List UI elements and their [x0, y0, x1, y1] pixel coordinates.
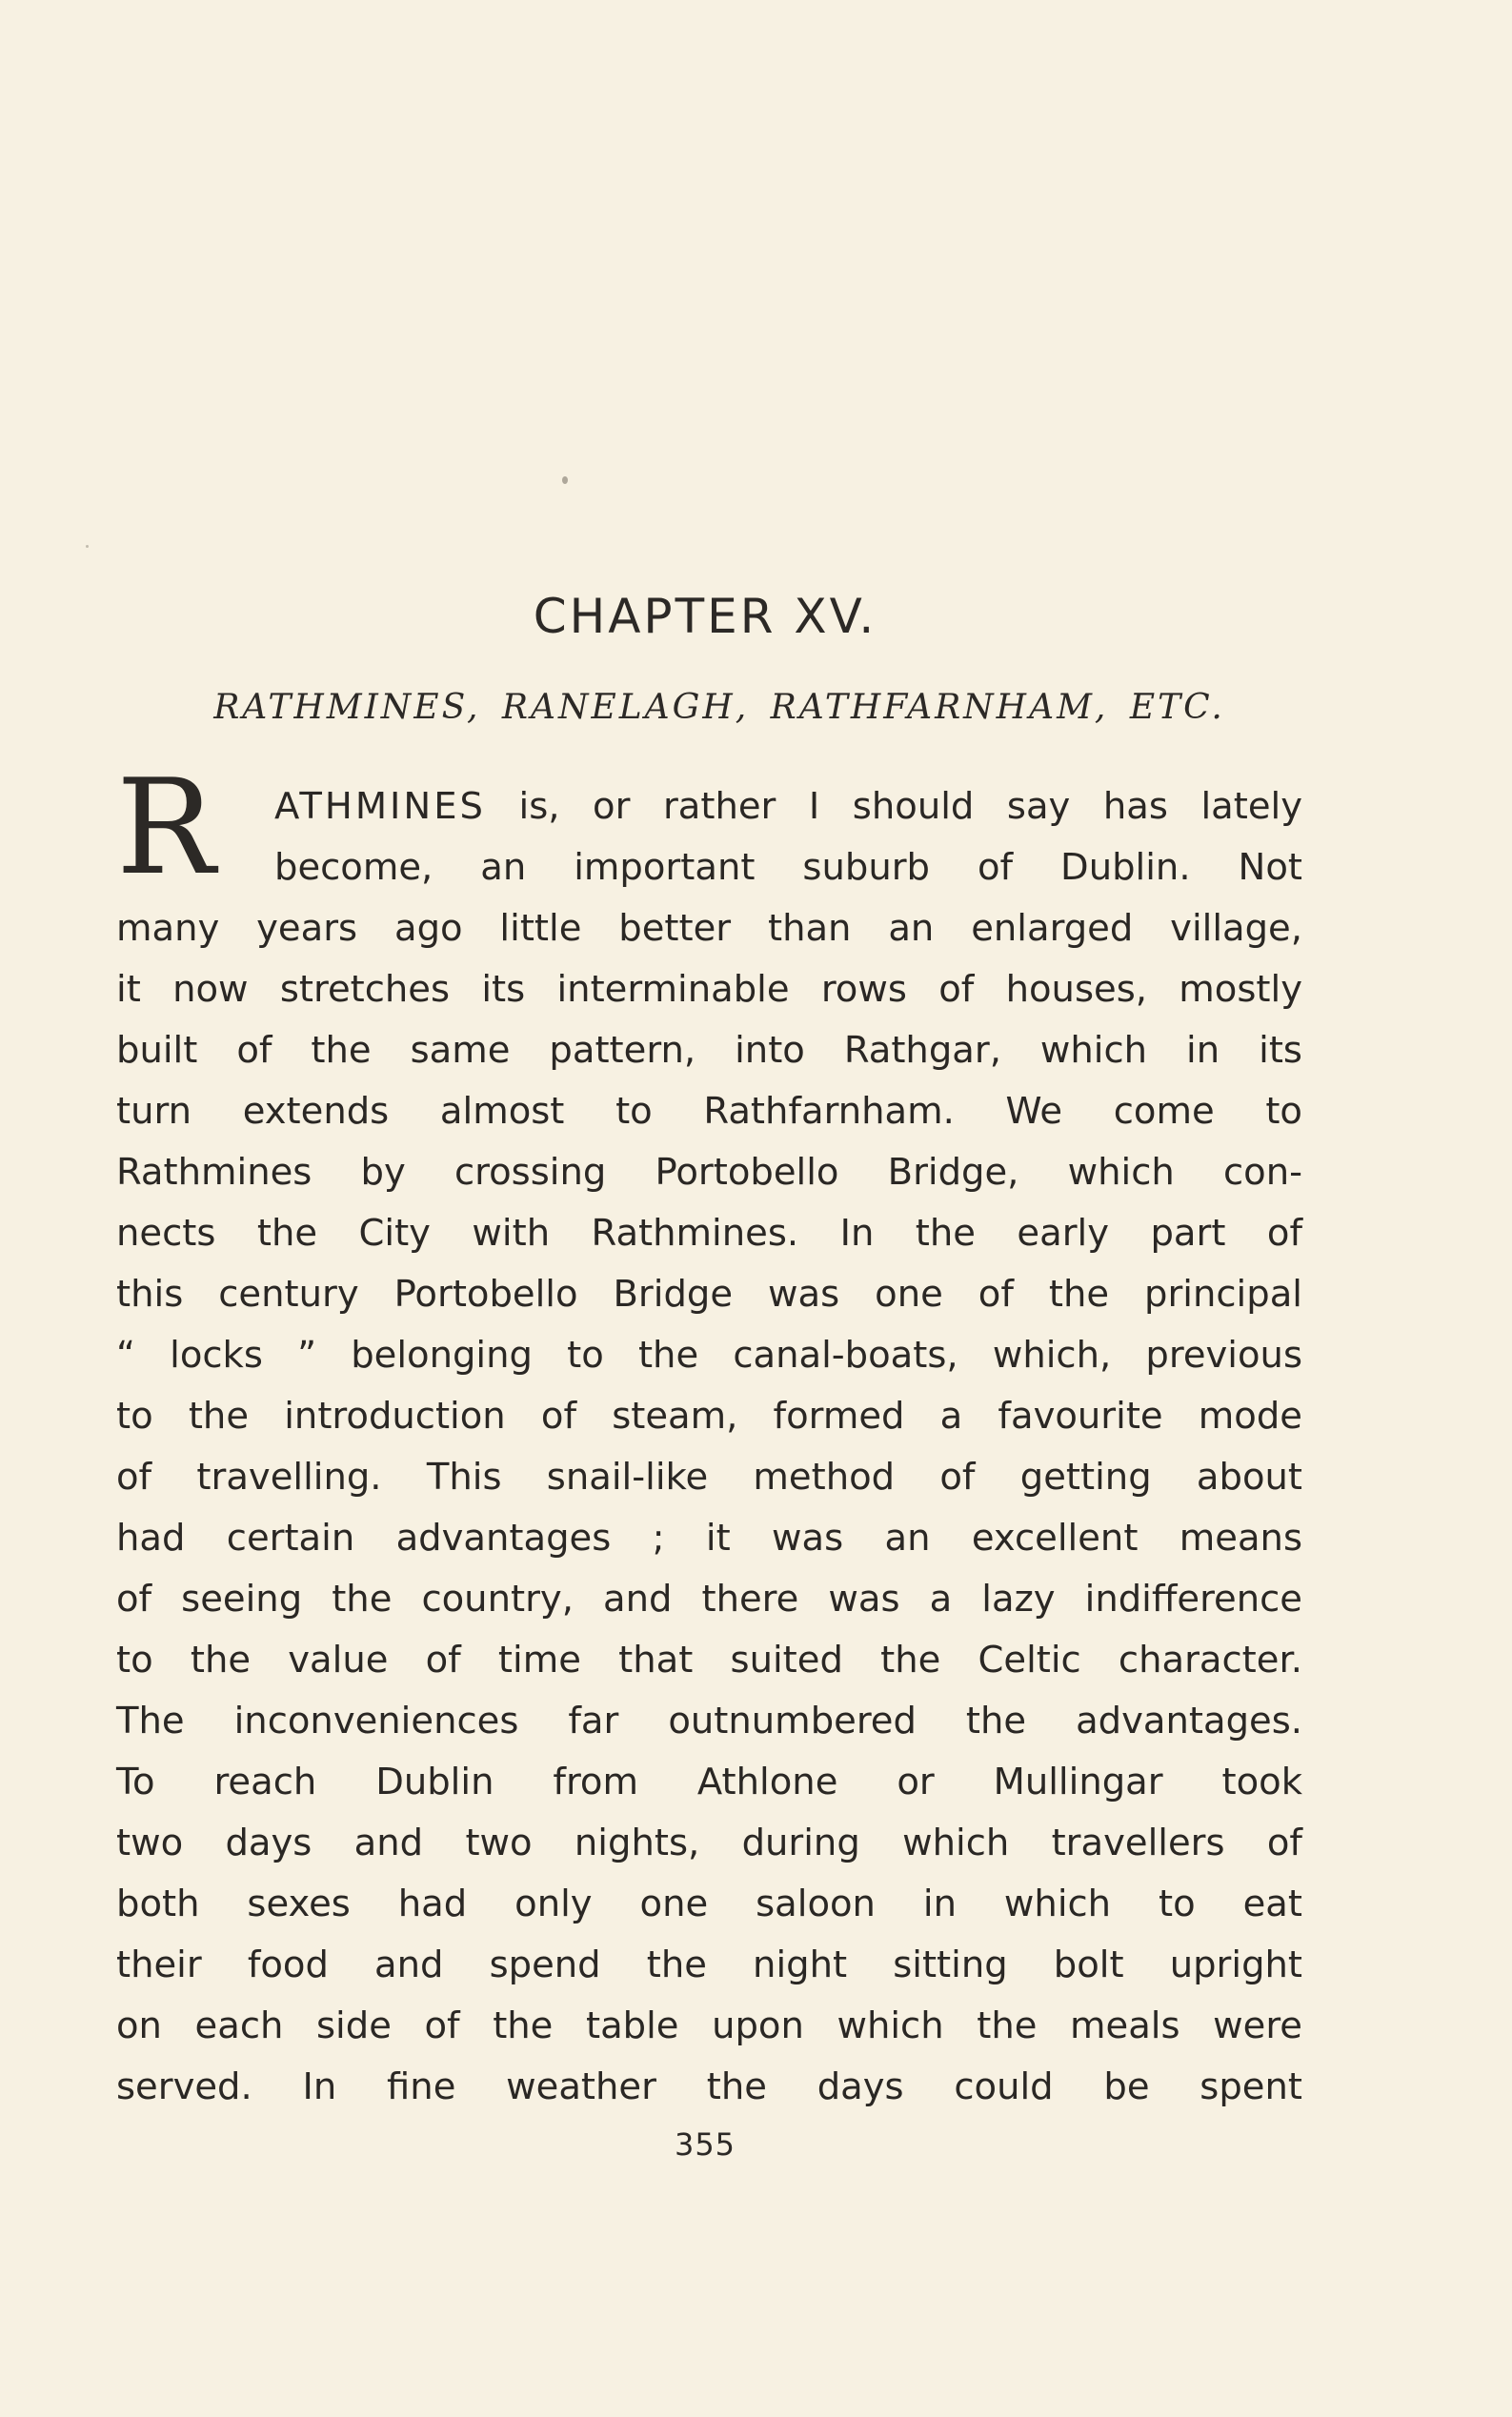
- text-line: The inconveniences far outnumbered the advantages.: [116, 1700, 1302, 1742]
- text-line: of seeing the country, and there was a lazy indifference: [116, 1578, 1302, 1621]
- chapter-subtitle: RATHMINES, RANELAGH, RATHFARNHAM, ETC.: [213, 688, 1225, 727]
- text-line: this century Portobello Bridge was one of the principal: [116, 1273, 1302, 1316]
- chapter-heading: CHAPTER XV.: [533, 589, 877, 644]
- text-line: of travelling. This snail-like method of getting about: [116, 1456, 1302, 1499]
- ink-speck: [562, 476, 568, 484]
- text-line: served. In fine weather the days could be spent: [116, 2065, 1302, 2108]
- first-word-caps: ATHMINES: [274, 785, 486, 828]
- text-line: Rathmines by crossing Portobello Bridge, which con-: [116, 1151, 1302, 1194]
- text-line: to the introduction of steam, formed a favourite mode: [116, 1395, 1302, 1438]
- ink-speck: [86, 545, 89, 548]
- text-line: on each side of the table upon which the meals were: [116, 2004, 1302, 2047]
- text-line: To reach Dublin from Athlone or Mullingar took: [116, 1761, 1302, 1803]
- text-line: had certain advantages ; it was an excellent means: [116, 1517, 1302, 1560]
- text-line: two days and two nights, during which travellers of: [116, 1822, 1302, 1864]
- text-line: become, an important suburb of Dublin. Not: [274, 846, 1302, 889]
- first-line-rest: is, or rather I should say has lately: [518, 785, 1302, 828]
- text-line: built of the same pattern, into Rathgar, which in its: [116, 1029, 1302, 1072]
- text-line: [274, 776, 1302, 837]
- text-line: nects the City with Rathmines. In the early part of: [116, 1212, 1302, 1255]
- text-line: it now stretches its interminable rows of houses, mostly: [116, 968, 1302, 1011]
- text-line: their food and spend the night sitting bolt upright: [116, 1944, 1302, 1986]
- text-line: to the value of time that suited the Celtic character.: [116, 1639, 1302, 1682]
- text-line: turn extends almost to Rathfarnham. We come to: [116, 1090, 1302, 1133]
- page-number: 355: [674, 2126, 736, 2163]
- drop-cap: R: [116, 751, 215, 904]
- text-line: many years ago little better than an enlarged village,: [116, 907, 1302, 950]
- text-line: both sexes had only one saloon in which to eat: [116, 1883, 1302, 1925]
- text-line: “ locks ” belonging to the canal-boats, which, previous: [116, 1334, 1302, 1377]
